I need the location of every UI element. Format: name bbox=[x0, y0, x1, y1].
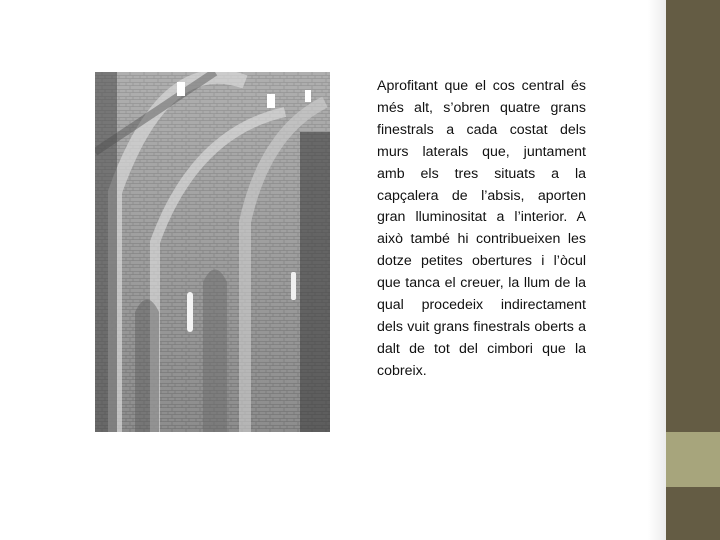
edge-shadow bbox=[648, 0, 666, 540]
church-interior-photo bbox=[95, 72, 330, 432]
accent-band-bottom bbox=[666, 487, 720, 540]
church-interior-image bbox=[95, 72, 330, 432]
body-paragraph: Aprofitant que el cos central és més alt, s’obren quatre grans finestrals a cada costat dels murs laterals que, juntament amb els tres situats a la capçalera de l’absis, aporten gran lluminositat a l’interior. A això també hi contribueixen les dotze petites obertures i l’òcul que tanca el creuer, la llum de la qual procedeix indirectament dels vuit grans finestrals oberts a dalt de tot del cimbori que la cobreix. bbox=[377, 78, 586, 379]
accent-band-top bbox=[666, 0, 720, 432]
accent-band-middle bbox=[666, 432, 720, 487]
